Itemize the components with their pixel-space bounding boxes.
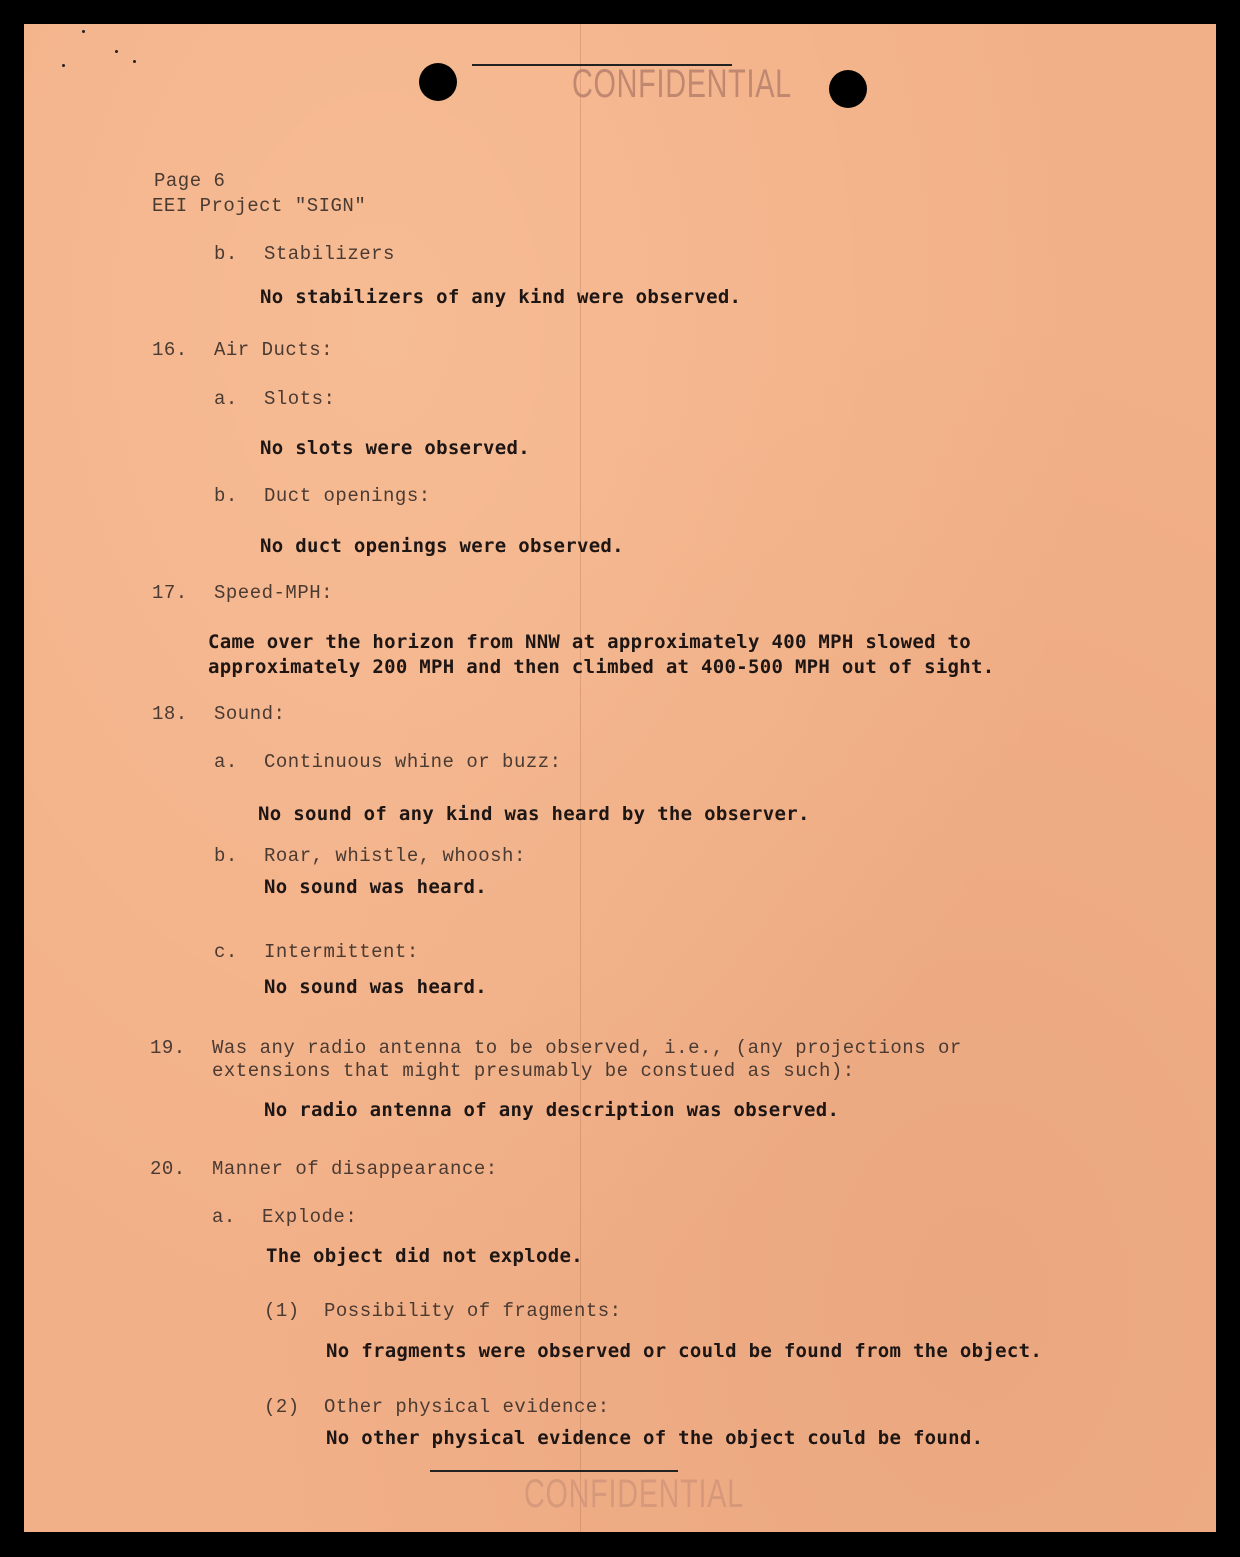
item-label: b. <box>214 845 238 867</box>
dust-speck <box>82 30 85 33</box>
item-label: (2) <box>264 1396 300 1418</box>
item-title: Manner of disappearance: <box>212 1158 498 1180</box>
item-title: Air Ducts: <box>214 339 334 361</box>
item-title: Intermittent: <box>264 941 419 963</box>
item-answer: No sound was heard. <box>264 876 488 898</box>
item-answer: No other physical evidence of the object could be found. <box>326 1427 984 1449</box>
project-title: EEI Project "SIGN" <box>152 195 367 217</box>
item-answer: No sound of any kind was heard by the observer. <box>258 803 810 825</box>
item-label: a. <box>214 388 238 410</box>
item-number: 17. <box>152 582 188 604</box>
item-title: Sound: <box>214 703 286 725</box>
item-title: Other physical evidence: <box>324 1396 610 1418</box>
item-answer: The object did not explode. <box>266 1245 583 1267</box>
item-question: extensions that might presumably be constued as such): <box>212 1060 855 1082</box>
item-number: 19. <box>150 1037 186 1059</box>
confidential-stamp-top: CONFIDENTIAL <box>572 62 792 106</box>
item-answer: Came over the horizon from NNW at approximately 400 MPH slowed to <box>208 631 972 653</box>
item-label: c. <box>214 941 238 963</box>
item-answer: No sound was heard. <box>264 976 488 998</box>
item-title: Continuous whine or buzz: <box>264 751 562 773</box>
item-answer: No slots were observed. <box>260 437 530 459</box>
item-number: 18. <box>152 703 188 725</box>
dust-speck <box>133 60 136 63</box>
item-answer: No duct openings were observed. <box>260 535 624 557</box>
item-title: Duct openings: <box>264 485 431 507</box>
dust-speck <box>62 64 65 67</box>
item-label: b. <box>214 485 238 507</box>
item-title: Speed-MPH: <box>214 582 334 604</box>
dust-speck <box>115 50 118 53</box>
item-question: Was any radio antenna to be observed, i.e., (any projections or <box>212 1037 962 1059</box>
item-answer: approximately 200 MPH and then climbed at 400-500 MPH out of sight. <box>208 656 995 678</box>
item-number: 16. <box>152 339 188 361</box>
item-answer: No stabilizers of any kind were observed. <box>260 286 742 308</box>
item-title: Roar, whistle, whoosh: <box>264 845 526 867</box>
item-label: a. <box>214 751 238 773</box>
item-label: b. <box>214 243 238 265</box>
confidential-stamp-bottom: CONFIDENTIAL <box>524 1472 744 1516</box>
item-title: Explode: <box>262 1206 358 1228</box>
item-title: Possibility of fragments: <box>324 1300 622 1322</box>
punch-hole-left <box>419 63 457 101</box>
item-label: (1) <box>264 1300 300 1322</box>
item-answer: No radio antenna of any description was observed. <box>264 1099 840 1121</box>
page-number: Page 6 <box>154 170 226 192</box>
item-title: Stabilizers <box>264 243 395 265</box>
item-answer: No fragments were observed or could be found from the object. <box>326 1340 1043 1362</box>
item-label: a. <box>212 1206 236 1228</box>
item-title: Slots: <box>264 388 336 410</box>
item-number: 20. <box>150 1158 186 1180</box>
punch-hole-right <box>829 70 867 108</box>
